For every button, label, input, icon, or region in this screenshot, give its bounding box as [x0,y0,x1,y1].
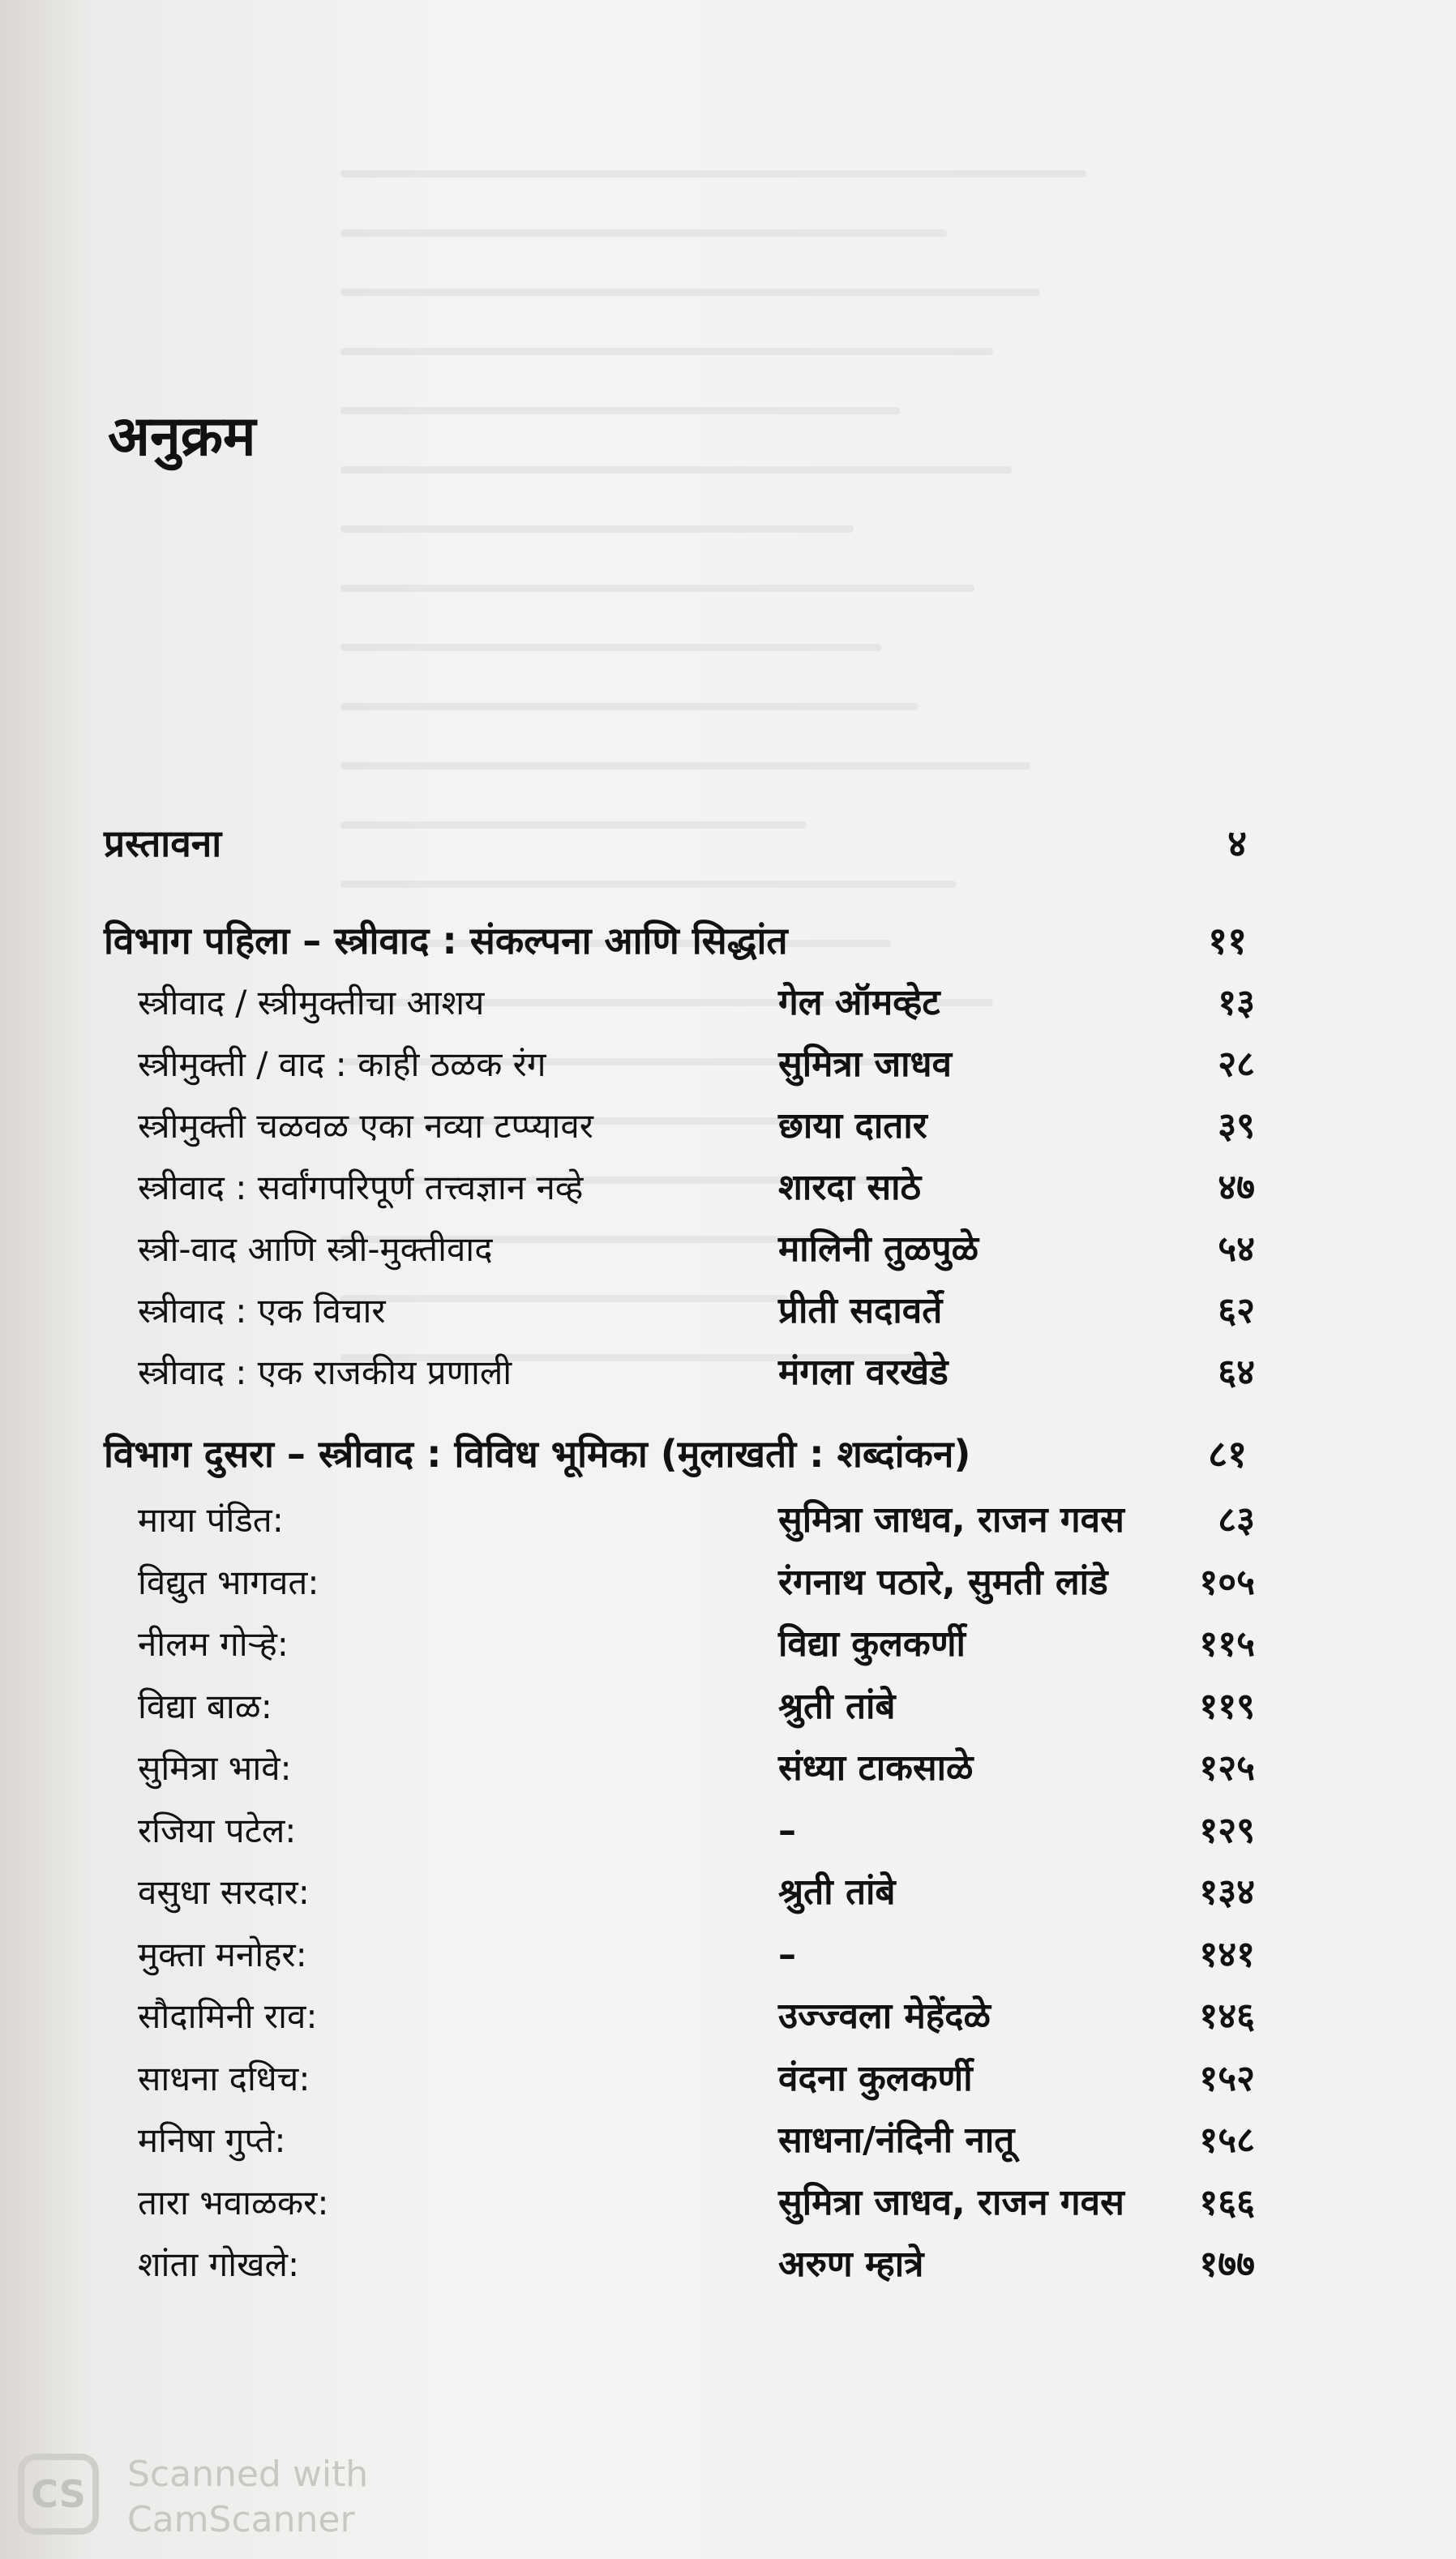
entry-author: सुमित्रा जाधव, राजन गवस [778,2181,1124,2223]
entry-title: स्त्रीवाद / स्त्रीमुक्तीचा आशय [138,983,485,1022]
entry-author: – [778,1809,796,1851]
entry-title: तारा भवाळकर: [138,2182,329,2223]
page-title: अनुक्रम [108,405,256,469]
toc-entry [0,1036,1456,1093]
entry-title: नीलम गोऱ्हे: [138,1624,289,1664]
entry-title: साधना दधिच: [138,2058,310,2098]
entry-page: १०५ [1199,1561,1255,1603]
entry-title: विद्या बाळ: [138,1686,272,1726]
toc-entry [0,1098,1456,1155]
entry-page: १२९ [1199,1809,1255,1851]
entry-page: १३ [1218,982,1255,1023]
entry-title: स्त्रीवाद : सर्वांगपरिपूर्ण तत्त्वज्ञान नव्हे [138,1168,584,1207]
toc-entry [0,1221,1456,1278]
entry-page: ५४ [1218,1228,1255,1270]
entry-page: ११९ [1199,1685,1255,1727]
entry-page: ३९ [1218,1105,1255,1147]
watermark-line-2: CamScanner [127,2499,355,2540]
entry-author: अरुण म्हात्रे [778,2244,924,2285]
toc-entry [0,1554,1456,1611]
toc-section-heading [0,1425,1456,1482]
section-title: विभाग पहिला – स्त्रीवाद : संकल्पना आणि सिद्धांत [104,919,788,962]
entry-author: शारदा साठे [778,1167,922,1208]
entry-title: स्त्रीमुक्ती चळवळ एका नव्या टप्प्यावर [138,1106,593,1146]
entry-title: स्त्री-वाद आणि स्त्री-मुक्तीवाद [138,1229,493,1269]
toc-entry [0,2112,1456,2169]
preface-label: प्रस्तावना [104,821,222,865]
entry-title: सौदामिनी राव: [138,1996,318,2036]
preface-page: ४ [1227,821,1247,865]
entry-author: मंगला वरखेडे [778,1352,949,1393]
entry-page: १२५ [1199,1747,1255,1789]
section-page: ११ [1208,919,1247,962]
entry-title: मुक्ता मनोहर: [138,1934,307,1974]
entry-author: वंदना कुलकर्णी [778,2057,973,2099]
camscanner-watermark [10,2447,399,2553]
toc-entry [0,1616,1456,1673]
entry-page: ६४ [1218,1352,1255,1393]
toc-entry [0,1344,1456,1401]
toc-entry [0,2051,1456,2107]
toc-entry [0,1927,1456,1983]
entry-author: उज्ज्वला मेहेंदळे [778,1995,991,2037]
entry-title: माया पंडित: [138,1500,284,1540]
toc-entry [0,2236,1456,2293]
entry-author: गेल ऑमव्हेट [778,982,940,1023]
entry-author: सुमित्रा जाधव [778,1044,953,1085]
entry-page: ११५ [1199,1623,1255,1665]
entry-author: सुमित्रा जाधव, राजन गवस [778,1499,1124,1541]
entry-author: श्रुती तांबे [778,1685,896,1727]
entry-page: ६२ [1218,1290,1255,1331]
entry-title: शांता गोखले: [138,2244,300,2284]
entry-page: २८ [1218,1044,1255,1085]
toc-entry [0,1678,1456,1735]
toc-entry [0,1988,1456,2045]
camscanner-logo: CS [18,2454,99,2535]
toc-entry [0,1159,1456,1216]
entry-title: विद्युत भागवत: [138,1562,319,1602]
toc-entry [0,975,1456,1031]
entry-page: १४६ [1199,1995,1255,2037]
entry-author: छाया दातार [778,1105,927,1147]
toc-entry [0,1864,1456,1921]
section-title: विभाग दुसरा – स्त्रीवाद : विविध भूमिका (मुलाखती : शब्दांकन) [104,1432,971,1476]
entry-title: वसुधा सरदार: [138,1872,310,1912]
entry-page: १६६ [1199,2181,1255,2223]
entry-page: १४१ [1199,1933,1255,1975]
entry-page: ८३ [1218,1499,1255,1541]
entry-author: प्रीती सदावर्ते [778,1290,943,1331]
entry-page: ४७ [1218,1167,1255,1208]
toc-entry [0,2175,1456,2231]
entry-title: स्त्रीवाद : एक राजकीय प्रणाली [138,1352,512,1392]
entry-title: सुमित्रा भावे: [138,1748,292,1788]
toc-entry [0,1283,1456,1340]
entry-page: १५२ [1199,2057,1255,2099]
entry-page: १५८ [1199,2120,1255,2161]
entry-author: – [778,1933,796,1975]
toc-preface-row [0,815,1456,872]
entry-author: श्रुती तांबे [778,1871,896,1913]
entry-page: १७७ [1199,2244,1255,2285]
entry-author: विद्या कुलकर्णी [778,1623,966,1665]
entry-author: मालिनी तुळपुळे [778,1228,979,1270]
toc-entry [0,1740,1456,1797]
toc-section-heading [0,912,1456,969]
entry-author: साधना/नंदिनी नातू [778,2120,1015,2161]
watermark-line-1: Scanned with [127,2454,369,2495]
toc-entry [0,1802,1456,1859]
entry-title: मनिषा गुप्ते: [138,2120,286,2160]
section-page: ८१ [1208,1432,1247,1476]
entry-author: संध्या टाकसाळे [778,1747,974,1789]
entry-author: रंगनाथ पठारे, सुमती लांडे [778,1561,1108,1603]
toc-entry [0,1492,1456,1549]
entry-title: रजिया पटेल: [138,1810,297,1850]
entry-title: स्त्रीमुक्ती / वाद : काही ठळक रंग [138,1044,546,1084]
entry-title: स्त्रीवाद : एक विचार [138,1291,386,1331]
entry-page: १३४ [1199,1871,1255,1913]
